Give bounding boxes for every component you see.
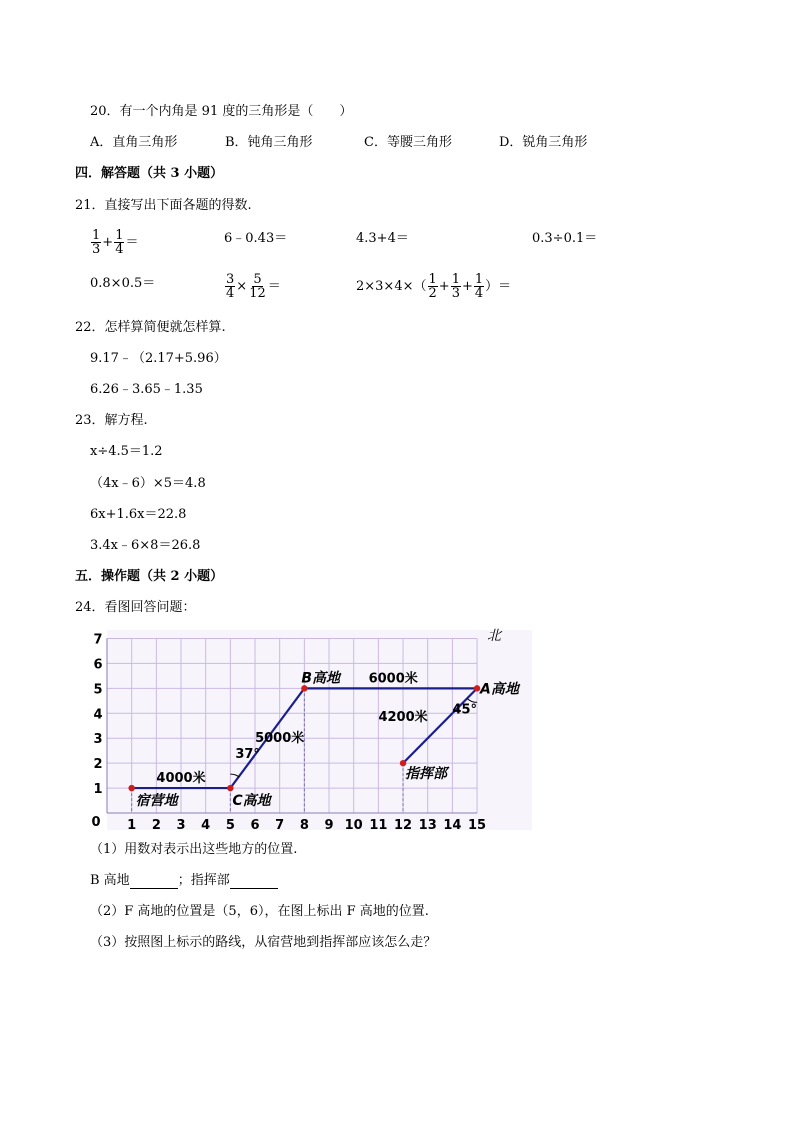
fraction: $\frac{1}{2}$ xyxy=(428,272,437,301)
fraction: $\frac{5}{12}$ xyxy=(249,272,266,301)
x-tick-label: 10 xyxy=(344,818,363,833)
q20-option-b: B．钝角三角形 xyxy=(225,135,313,150)
y-tick-label: 4 xyxy=(93,707,103,723)
angle-label-37: 37° xyxy=(235,747,260,763)
x-tick-label: 13 xyxy=(418,818,437,833)
distance-label-6000: 6000米 xyxy=(368,671,418,687)
question-24-stem: 24．看图回答问题： xyxy=(75,600,196,615)
origin-label: 0 xyxy=(91,815,101,830)
y-tick-label: 1 xyxy=(93,782,103,798)
x-tick-label: 14 xyxy=(443,818,462,833)
section-4-title: 四．解答题（共 3 小题） xyxy=(75,166,224,181)
answer-blank-hq[interactable] xyxy=(230,876,278,889)
q21-expr-4: 0.3÷0.1＝ xyxy=(532,231,598,246)
section-5-title: 五．操作题（共 2 小题） xyxy=(75,569,224,584)
q23-equation-2: （4x﹣6）×5＝4.8 xyxy=(90,476,206,491)
place-label-camp: 宿营地 xyxy=(135,793,178,810)
q21-expr-5: 0.8×0.5＝ xyxy=(90,276,156,291)
q23-equation-4: 3.4x﹣6×8＝26.8 xyxy=(90,538,201,553)
fraction: $\frac{1}{4}$ xyxy=(474,272,484,301)
place-point xyxy=(128,785,134,791)
distance-label-4000: 4000米 xyxy=(156,771,206,787)
q24-part-3: （3）按照图上标示的路线，从宿营地到指挥部应该怎么走？ xyxy=(90,935,437,950)
x-tick-label: 5 xyxy=(225,818,235,833)
q23-equation-1: x÷4.5＝1.2 xyxy=(90,444,163,459)
north-label: 北 xyxy=(487,628,501,644)
q20-option-a: A．直角三角形 xyxy=(90,135,178,150)
x-tick-label: 7 xyxy=(275,818,285,833)
y-tick-label: 7 xyxy=(93,632,103,648)
answer-blank-b[interactable] xyxy=(130,876,178,889)
q24-part-1-answer-line: B 高地 ；指挥部 xyxy=(90,873,278,889)
q20-option-d: D．锐角三角形 xyxy=(499,135,588,150)
place-label-hq: 指挥部 xyxy=(405,766,448,783)
q21-expr-6: $\frac{3}{4}$ × $\frac{5}{12}$ ＝ xyxy=(226,272,281,301)
x-tick-label: 6 xyxy=(250,818,260,833)
coordinate-map xyxy=(80,622,540,834)
y-tick-label: 6 xyxy=(93,657,103,673)
question-21-stem: 21．直接写出下面各题的得数. xyxy=(75,198,252,213)
q21-expr-1: $\frac{1}{3}$ + $\frac{1}{4}$ ＝ xyxy=(92,228,139,257)
y-tick-label: 2 xyxy=(93,757,103,773)
distance-label-5000: 5000米 xyxy=(255,731,305,747)
q21-expr-2: 6﹣0.43＝ xyxy=(224,231,288,246)
x-tick-label: 4 xyxy=(201,818,211,833)
x-tick-label: 1 xyxy=(127,818,137,833)
x-tick-label: 15 xyxy=(468,818,487,833)
place-point xyxy=(227,785,233,791)
q23-equation-3: 6x+1.6x＝22.8 xyxy=(90,507,187,522)
place-label-c: C高地 xyxy=(232,793,271,810)
q24-part-2: （2）F 高地的位置是（5，6），在图上标出 F 高地的位置. xyxy=(90,904,429,919)
x-tick-label: 8 xyxy=(299,818,309,833)
question-23-stem: 23．解方程. xyxy=(75,413,148,428)
q21-expr-7: 2×3×4×（ $\frac{1}{2}$ + $\frac{1}{3}$ + $\frac{1}{4}$ ）＝ xyxy=(356,272,512,301)
q24-part-1: （1）用数对表示出这些地方的位置. xyxy=(90,842,298,857)
q22-item-2: 6.26﹣3.65﹣1.35 xyxy=(90,382,203,397)
y-tick-label: 3 xyxy=(93,732,103,748)
x-tick-label: 11 xyxy=(369,818,388,833)
y-tick-label: 5 xyxy=(93,682,103,698)
place-label-a: A高地 xyxy=(480,681,519,698)
x-tick-label: 3 xyxy=(176,818,186,833)
question-20-stem: 20．有一个内角是 91 度的三角形是（ ） xyxy=(90,104,353,119)
x-tick-label: 9 xyxy=(324,818,334,833)
place-label-b: B高地 xyxy=(301,670,341,687)
angle-label-45: 45° xyxy=(452,702,478,718)
x-tick-label: 12 xyxy=(393,818,413,833)
fraction: $\frac{1}{4}$ xyxy=(115,228,124,257)
question-22-stem: 22．怎样算简便就怎样算. xyxy=(75,320,226,335)
fraction: $\frac{1}{3}$ xyxy=(451,272,460,301)
distance-label-4200: 4200米 xyxy=(378,709,428,725)
fraction: $\frac{3}{4}$ xyxy=(226,272,235,301)
fraction: $\frac{1}{3}$ xyxy=(92,228,101,257)
q20-option-c: C．等腰三角形 xyxy=(364,135,452,150)
q21-expr-3: 4.3+4＝ xyxy=(356,231,409,246)
q22-item-1: 9.17﹣（2.17+5.96） xyxy=(90,351,227,366)
x-tick-label: 2 xyxy=(151,818,161,833)
